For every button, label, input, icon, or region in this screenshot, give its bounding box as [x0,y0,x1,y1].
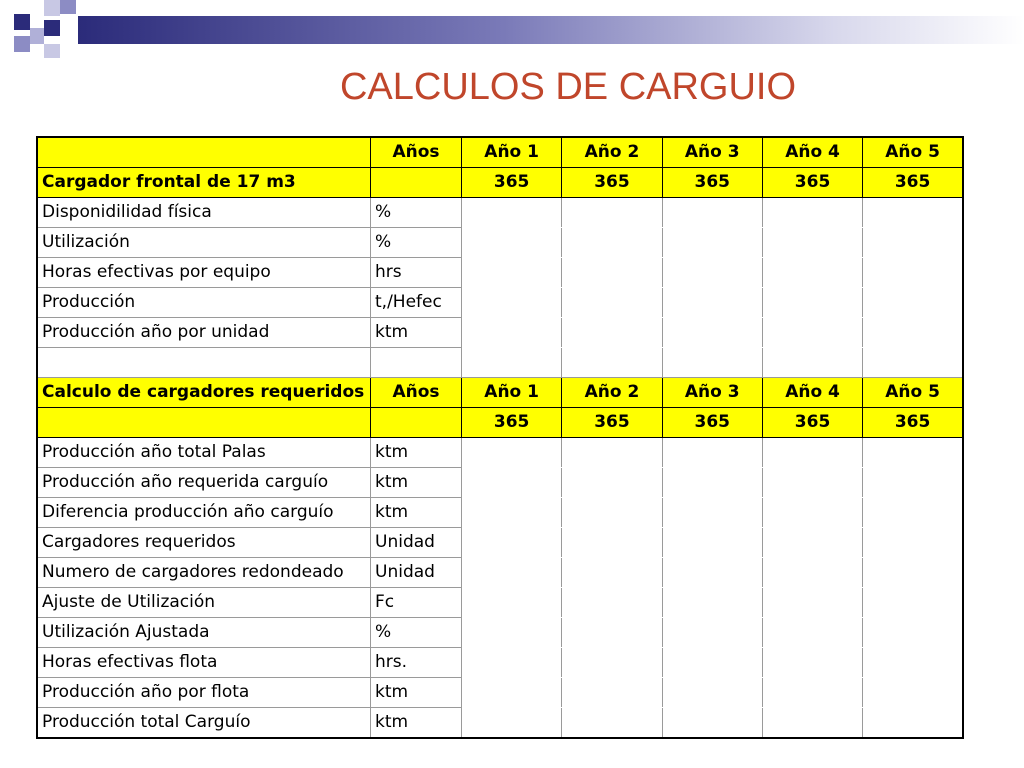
table-cell [562,618,662,648]
table-cell [762,498,862,528]
row-label: Diferencia producción año carguío [37,498,371,528]
table-cell [662,588,762,618]
table-cell [863,498,963,528]
table-row [37,558,963,588]
table-cell [762,438,862,468]
table-cell [863,708,963,739]
table-cell [562,708,662,739]
header-cell [371,408,462,438]
table-cell [662,348,762,378]
table-cell [462,258,562,288]
row-label: Producción año total Palas [37,438,371,468]
table-cell [462,618,562,648]
row-unit: Unidad [371,558,462,588]
table-cell [462,468,562,498]
table-row [37,708,963,739]
row-unit: ktm [371,468,462,498]
table-row [37,618,963,648]
table-cell [562,198,662,228]
row-label: Horas efectivas por equipo [37,258,371,288]
table-cell [462,318,562,348]
table1-header-row [37,137,963,168]
header-cell: Calculo de cargadores requeridos [37,378,371,408]
table-cell [662,498,762,528]
table-cell [863,648,963,678]
row-label: Producción año por flota [37,678,371,708]
row-label: Producción total Carguío [37,708,371,739]
header-cell: Año 3 [662,137,762,168]
row-unit: Unidad [371,528,462,558]
table-row [37,678,963,708]
header-cell: 365 [662,168,762,198]
table-row [37,468,963,498]
table-cell [662,648,762,678]
row-unit: t,/Hefec [371,288,462,318]
table-cell [662,618,762,648]
header-gradient-bar [78,16,1024,44]
row-unit: hrs. [371,648,462,678]
table-cell [37,348,371,378]
header-cell: Año 5 [863,137,963,168]
spacer-row [37,348,963,378]
table-cell [863,288,963,318]
header-cell: Año 1 [462,137,562,168]
table-cell [562,228,662,258]
table-row [37,528,963,558]
row-label: Producción año requerida carguío [37,468,371,498]
table-cell [863,438,963,468]
row-label: Numero de cargadores redondeado [37,558,371,588]
row-unit: ktm [371,498,462,528]
header-cell: 365 [863,168,963,198]
table-cell [562,558,662,588]
row-unit: ktm [371,318,462,348]
table-cell [762,618,862,648]
row-label: Producción año por unidad [37,318,371,348]
row-unit: % [371,618,462,648]
table-cell [562,528,662,558]
header-cell: Año 4 [762,378,862,408]
header-cell: 365 [762,168,862,198]
table-cell [562,588,662,618]
table-row [37,288,963,318]
row-label: Horas efectivas flota [37,648,371,678]
table-cell [863,468,963,498]
table-cell [762,648,862,678]
row-unit: % [371,198,462,228]
table-cell [662,258,762,288]
table-row [37,438,963,468]
header-cell: 365 [562,168,662,198]
deco-square [44,0,60,16]
table-cell [662,708,762,739]
table-cell [562,468,662,498]
header-cell: Año 1 [462,378,562,408]
table-cell [462,198,562,228]
row-label: Utilización Ajustada [37,618,371,648]
table-cell [462,588,562,618]
table-cell [662,528,762,558]
table-cell [762,228,862,258]
header-cell: 365 [562,408,662,438]
table-cell [662,318,762,348]
table-cell [762,588,862,618]
deco-square [60,0,76,14]
table-cell [762,258,862,288]
row-label: Utilización [37,228,371,258]
header-cell: Año 2 [562,137,662,168]
table-cell [371,348,462,378]
table-cell [462,438,562,468]
table-cell [863,348,963,378]
table-cell [562,318,662,348]
table-cell [562,498,662,528]
header-cell: Año 5 [863,378,963,408]
table-cell [762,678,862,708]
table-cell [462,528,562,558]
table-row [37,258,963,288]
table-cell [562,288,662,318]
row-label: Disponidilidad física [37,198,371,228]
header-cell: Años [371,137,462,168]
header-cell [37,408,371,438]
slide-title: CALCULOS DE CARGUIO [339,66,797,108]
header-cell: Año 3 [662,378,762,408]
table-cell [863,198,963,228]
header-cell: 365 [662,408,762,438]
table-cell [562,258,662,288]
table-cell [662,438,762,468]
deco-square [44,44,60,58]
table-row [37,648,963,678]
row-unit: ktm [371,438,462,468]
row-label: Cargadores requeridos [37,528,371,558]
header-cell: Cargador frontal de 17 m3 [37,168,371,198]
row-unit: hrs [371,258,462,288]
table-cell [863,258,963,288]
table-row [37,318,963,348]
table-row [37,498,963,528]
table2-header-row [37,378,963,408]
table-cell [863,228,963,258]
header-cell: 365 [863,408,963,438]
table-cell [462,288,562,318]
header-cell: Año 2 [562,378,662,408]
table-row [37,228,963,258]
table-cell [462,498,562,528]
table-cell [762,348,862,378]
table-cell [762,468,862,498]
header-cell [37,137,371,168]
deco-square [30,28,44,44]
table2-subheader-row [37,408,963,438]
header-cell: Años [371,378,462,408]
header-cell: 365 [462,408,562,438]
table-cell [462,348,562,378]
row-label: Ajuste de Utilización [37,588,371,618]
table-cell [762,288,862,318]
row-unit: % [371,228,462,258]
table-cell [863,618,963,648]
table-cell [662,468,762,498]
table-cell [462,708,562,739]
table-cell [863,528,963,558]
row-unit: ktm [371,708,462,739]
row-unit: ktm [371,678,462,708]
table-cell [662,558,762,588]
deco-square [44,20,60,36]
table-cell [762,708,862,739]
table-cell [762,528,862,558]
table-cell [662,288,762,318]
table-cell [662,198,762,228]
table-cell [662,228,762,258]
table-row [37,198,963,228]
table-cell [762,558,862,588]
table-cell [462,648,562,678]
table-cell [562,648,662,678]
deco-square [14,14,30,30]
table-cell [863,588,963,618]
table-row [37,588,963,618]
table-cell [562,348,662,378]
row-unit: Fc [371,588,462,618]
carguio-table [36,136,964,739]
table-cell [562,438,662,468]
header-cell: 365 [462,168,562,198]
table-cell [462,228,562,258]
table-cell [462,558,562,588]
table-cell [863,318,963,348]
header-cell: 365 [762,408,862,438]
table-cell [562,678,662,708]
table-cell [762,198,862,228]
header-cell: Año 4 [762,137,862,168]
table-cell [662,678,762,708]
table1-subheader-row [37,168,963,198]
table-cell [462,678,562,708]
header-decoration [0,0,1024,60]
row-label: Producción [37,288,371,318]
deco-square [14,36,30,52]
table-cell [863,678,963,708]
table-cell [863,558,963,588]
table-cell [762,318,862,348]
header-cell [371,168,462,198]
